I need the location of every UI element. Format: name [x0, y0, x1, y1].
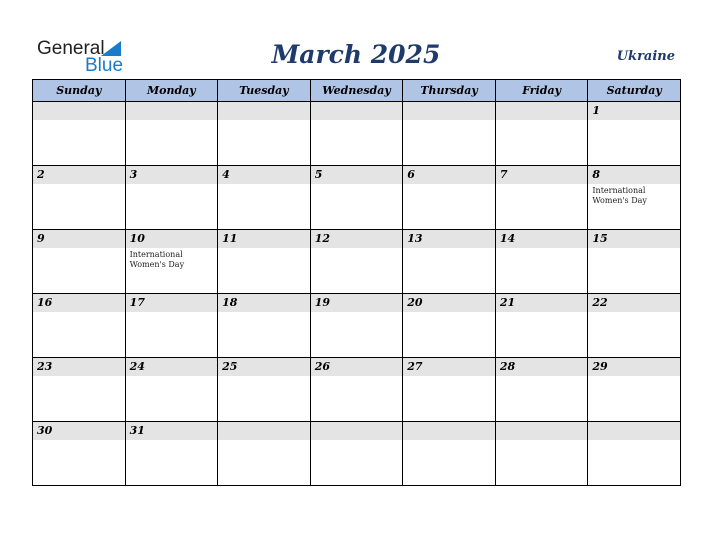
holiday-event: International Women's Day	[129, 250, 185, 269]
weekday-friday: Friday	[495, 80, 588, 102]
day-number: 26	[311, 358, 403, 376]
day-cell	[403, 358, 496, 422]
day-number: 13	[403, 230, 495, 248]
day-cell	[310, 166, 403, 230]
day-cell	[218, 102, 311, 166]
day-cell	[125, 294, 218, 358]
logo-general: General	[37, 38, 105, 59]
week-row	[33, 358, 681, 422]
calendar-grid	[32, 79, 681, 486]
day-number: 19	[311, 294, 403, 312]
week-row	[33, 294, 681, 358]
day-number: 5	[311, 166, 403, 184]
day-number	[403, 422, 495, 440]
day-number: 25	[218, 358, 310, 376]
weekday-monday: Monday	[125, 80, 218, 102]
weekday-wednesday: Wednesday	[310, 80, 403, 102]
day-number: 22	[588, 294, 680, 312]
day-number: 4	[218, 166, 310, 184]
day-cell	[403, 230, 496, 294]
day-cell	[33, 294, 126, 358]
day-number	[218, 422, 310, 440]
day-cell	[125, 358, 218, 422]
logo-blue: Blue	[85, 55, 124, 76]
day-number	[496, 102, 588, 120]
day-number	[218, 102, 310, 120]
day-number: 18	[218, 294, 310, 312]
day-cell	[218, 230, 311, 294]
day-number: 17	[126, 294, 218, 312]
day-number	[496, 422, 588, 440]
week-row	[33, 166, 681, 230]
day-cell	[403, 294, 496, 358]
day-number: 10	[126, 230, 218, 248]
day-cell	[125, 422, 218, 486]
day-cell	[310, 294, 403, 358]
day-cell	[310, 422, 403, 486]
day-number: 3	[126, 166, 218, 184]
weekday-saturday: Saturday	[588, 80, 681, 102]
day-cell	[588, 358, 681, 422]
day-cell	[125, 166, 218, 230]
day-number: 8	[588, 166, 680, 184]
day-cell	[588, 230, 681, 294]
week-row	[33, 102, 681, 166]
day-number: 31	[126, 422, 218, 440]
calendar-title: March 2025	[271, 40, 441, 69]
country-label: Ukraine	[616, 49, 675, 64]
day-cell	[495, 230, 588, 294]
day-cell	[218, 166, 311, 230]
day-number: 6	[403, 166, 495, 184]
day-cell	[403, 102, 496, 166]
day-cell	[33, 422, 126, 486]
week-row	[33, 422, 681, 486]
day-number	[311, 422, 403, 440]
day-number: 27	[403, 358, 495, 376]
weekday-tuesday: Tuesday	[218, 80, 311, 102]
day-cell	[310, 102, 403, 166]
day-cell	[33, 358, 126, 422]
day-number: 29	[588, 358, 680, 376]
day-number	[33, 102, 125, 120]
day-number: 20	[403, 294, 495, 312]
day-cell	[218, 294, 311, 358]
weekday-sunday: Sunday	[33, 80, 126, 102]
day-cell	[495, 358, 588, 422]
day-cell	[310, 358, 403, 422]
day-cell	[218, 422, 311, 486]
day-cell	[218, 358, 311, 422]
day-number: 7	[496, 166, 588, 184]
day-cell	[588, 294, 681, 358]
day-cell	[495, 294, 588, 358]
day-number: 30	[33, 422, 125, 440]
day-cell	[125, 102, 218, 166]
day-number	[588, 422, 680, 440]
day-cell	[403, 422, 496, 486]
day-cell	[495, 422, 588, 486]
day-number: 28	[496, 358, 588, 376]
day-number: 12	[311, 230, 403, 248]
weekday-thursday: Thursday	[403, 80, 496, 102]
day-number	[126, 102, 218, 120]
day-number	[311, 102, 403, 120]
day-number: 16	[33, 294, 125, 312]
day-cell	[588, 102, 681, 166]
day-cell	[588, 422, 681, 486]
day-cell	[403, 166, 496, 230]
day-cell	[588, 166, 681, 230]
day-cell	[125, 230, 218, 294]
weekday-header-row	[33, 80, 681, 102]
day-number: 9	[33, 230, 125, 248]
day-cell	[495, 166, 588, 230]
day-number: 14	[496, 230, 588, 248]
holiday-event: International Women's Day	[592, 186, 647, 205]
day-number: 24	[126, 358, 218, 376]
day-cell	[33, 230, 126, 294]
day-number: 1	[588, 102, 680, 120]
day-cell	[310, 230, 403, 294]
day-number: 21	[496, 294, 588, 312]
day-number: 15	[588, 230, 680, 248]
day-number: 23	[33, 358, 125, 376]
day-cell	[33, 102, 126, 166]
day-number: 11	[218, 230, 310, 248]
day-cell	[495, 102, 588, 166]
week-row	[33, 230, 681, 294]
day-number	[403, 102, 495, 120]
day-number: 2	[33, 166, 125, 184]
day-cell	[33, 166, 126, 230]
